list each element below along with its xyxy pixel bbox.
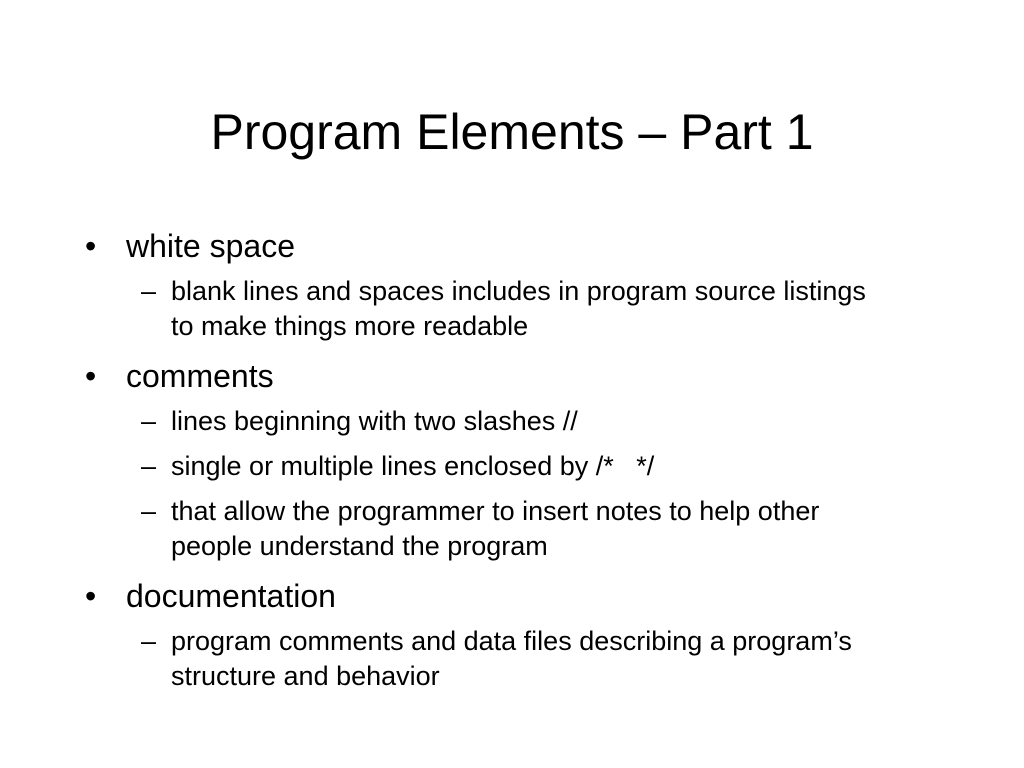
bullet-text: comments <box>126 358 274 394</box>
bullet-text: documentation <box>126 578 336 614</box>
dash-icon: – <box>141 406 157 436</box>
sub-bullet-text: blank lines and spaces includes in program source listings to make things more readable <box>171 276 866 341</box>
bullet-group-comments <box>85 354 955 564</box>
slide-title: Program Elements – Part 1 <box>210 104 814 160</box>
bullet-list <box>85 224 955 704</box>
sub-bullet-item <box>85 624 871 694</box>
bullet-item <box>85 354 955 398</box>
sub-bullet-text: program comments and data files describing a program’s structure and behavior <box>171 626 852 691</box>
sub-bullet-text: single or multiple lines enclosed by /* */ <box>171 451 655 481</box>
bullet-item <box>85 574 955 618</box>
sub-bullet-item <box>85 274 871 344</box>
sub-bullet-text: lines beginning with two slashes // <box>171 406 578 436</box>
bullet-dot-icon: • <box>85 228 97 264</box>
bullet-group-documentation <box>85 574 955 694</box>
dash-icon: – <box>141 496 157 526</box>
bullet-text: white space <box>126 228 295 264</box>
bullet-item <box>85 224 955 268</box>
bullet-dot-icon: • <box>85 578 97 614</box>
dash-icon: – <box>141 276 157 306</box>
sub-bullet-item <box>85 449 871 484</box>
dash-icon: – <box>141 451 157 481</box>
bullet-dot-icon: • <box>85 358 97 394</box>
dash-icon: – <box>141 626 157 656</box>
bullet-group-white-space <box>85 224 955 344</box>
sub-bullet-item <box>85 404 871 439</box>
sub-bullet-item <box>85 494 871 564</box>
sub-bullet-text: that allow the programmer to insert notes to help other people understand the program <box>171 496 820 561</box>
